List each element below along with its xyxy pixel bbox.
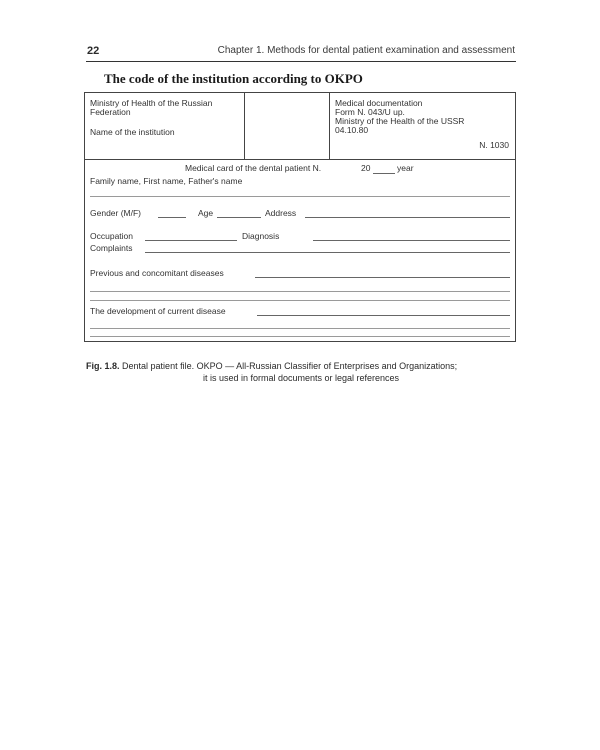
year-prefix: 20 xyxy=(361,163,371,173)
doc-number: N. 1030 xyxy=(479,140,509,150)
full-name-field[interactable] xyxy=(90,196,510,197)
current-disease-line[interactable] xyxy=(90,328,510,329)
header-divider xyxy=(86,61,516,62)
previous-diseases-line[interactable] xyxy=(90,291,510,292)
occupation-label: Occupation xyxy=(90,231,133,241)
current-disease-line[interactable] xyxy=(90,336,510,337)
previous-diseases-label: Previous and concomitant diseases xyxy=(90,268,224,278)
doc-line-4: 04.10.80 xyxy=(335,125,369,135)
caption-label: Fig. 1.8. xyxy=(86,361,120,371)
chapter-header: Chapter 1. Methods for dental patient examination and assessment xyxy=(217,45,515,56)
card-title: Medical card of the dental patient N. xyxy=(185,163,322,173)
occupation-field[interactable] xyxy=(145,240,237,241)
current-disease-label: The development of current disease xyxy=(90,306,226,316)
address-label: Address xyxy=(265,208,297,218)
year-field[interactable] xyxy=(373,173,395,174)
dental-card-form xyxy=(84,92,516,342)
previous-diseases-line[interactable] xyxy=(90,300,510,301)
doc-line-2: Form N. 043/U up. xyxy=(335,107,405,117)
ministry-line-2: Federation xyxy=(90,107,131,117)
diagnosis-label: Diagnosis xyxy=(242,231,280,241)
gender-field[interactable] xyxy=(158,217,186,218)
doc-line-3: Ministry of the Health of the USSR xyxy=(335,116,465,126)
full-name-label: Family name, First name, Father's name xyxy=(90,176,243,186)
address-field[interactable] xyxy=(305,217,510,218)
blank-cell xyxy=(245,93,330,159)
ministry-line-1: Ministry of Health of the Russian xyxy=(90,98,213,108)
previous-diseases-field[interactable] xyxy=(255,277,510,278)
institution-cell xyxy=(85,93,245,159)
institution-name-label: Name of the institution xyxy=(90,127,175,137)
form-header-row xyxy=(85,93,515,160)
complaints-field[interactable] xyxy=(145,252,510,253)
page-number: 22 xyxy=(87,45,100,57)
caption-line-2: it is used in formal documents or legal references xyxy=(202,373,400,383)
figure-caption xyxy=(86,360,516,384)
gender-label: Gender (M/F) xyxy=(90,208,142,218)
age-field[interactable] xyxy=(217,217,261,218)
year-label: year xyxy=(397,163,414,173)
diagnosis-field[interactable] xyxy=(313,240,510,241)
age-label: Age xyxy=(198,208,214,218)
doc-line-1: Medical documentation xyxy=(335,98,423,108)
complaints-label: Complaints xyxy=(90,243,133,253)
documentation-cell xyxy=(330,93,515,159)
form-title: The code of the institution according to OKPO xyxy=(104,71,363,86)
caption-line-1: Dental patient file. OKPO — All-Russian Classifier of Enterprises and Organizations; xyxy=(122,361,458,371)
current-disease-field[interactable] xyxy=(257,315,510,316)
